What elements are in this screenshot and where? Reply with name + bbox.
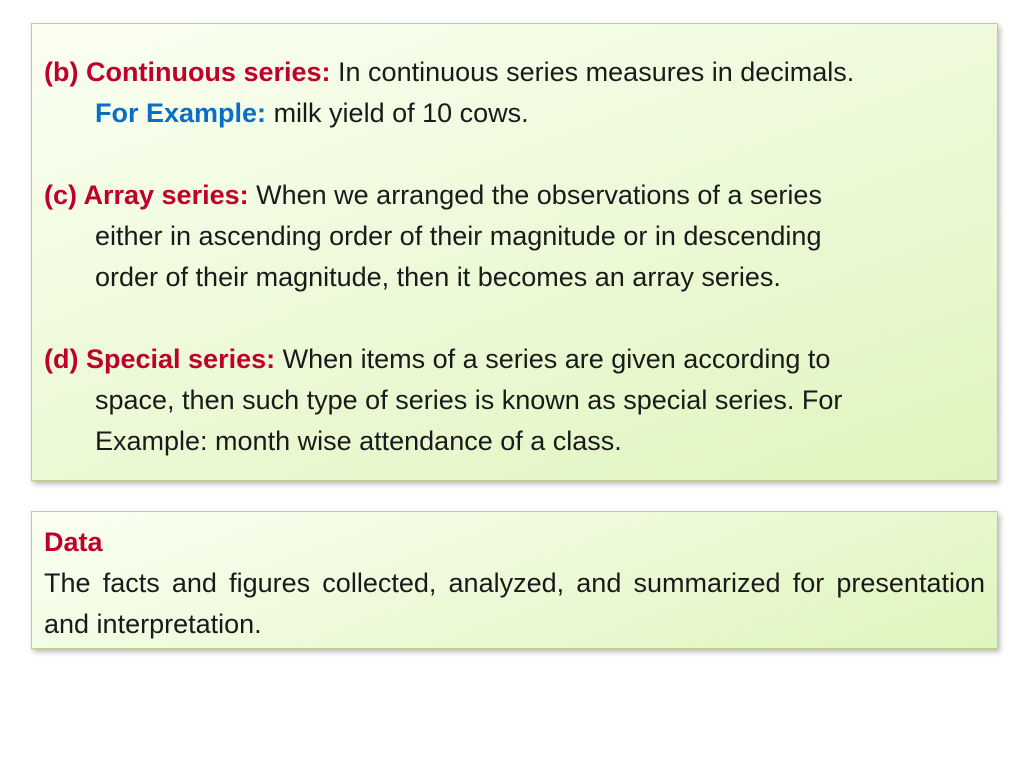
array-series-paragraph (44, 175, 985, 298)
array-series-line-2: either in ascending order of their magnitude or in descending (95, 221, 822, 251)
array-series-text-1: When we arranged the observations of a series (256, 180, 822, 210)
special-series-line-2: space, then such type of series is known as special series. For (95, 385, 843, 415)
special-series-paragraph (44, 339, 985, 462)
series-definitions-box (31, 23, 998, 481)
continuous-series-paragraph (44, 52, 985, 134)
array-series-line-1 (44, 175, 985, 216)
continuous-series-line (44, 52, 985, 93)
example-label: For Example: (95, 98, 267, 128)
continuous-series-text: In continuous series measures in decimals. (338, 57, 855, 87)
special-series-text-1: When items of a series are given according to (282, 344, 831, 374)
data-heading: Data (44, 527, 103, 557)
data-definition-box (31, 511, 998, 649)
data-definition-text: The facts and figures collected, analyzed, and summarized for presentation and interpretation. (44, 568, 985, 639)
example-text: milk yield of 10 cows. (273, 98, 529, 128)
special-series-line-3: Example: month wise attendance of a class. (95, 426, 622, 456)
continuous-series-term: (b) Continuous series: (44, 57, 331, 87)
array-series-line-3: order of their magnitude, then it becomes an array series. (95, 262, 781, 292)
special-series-term: (d) Special series: (44, 344, 276, 374)
continuous-example-line (44, 93, 985, 134)
special-series-line-1 (44, 339, 985, 380)
array-series-term: (c) Array series: (44, 180, 249, 210)
